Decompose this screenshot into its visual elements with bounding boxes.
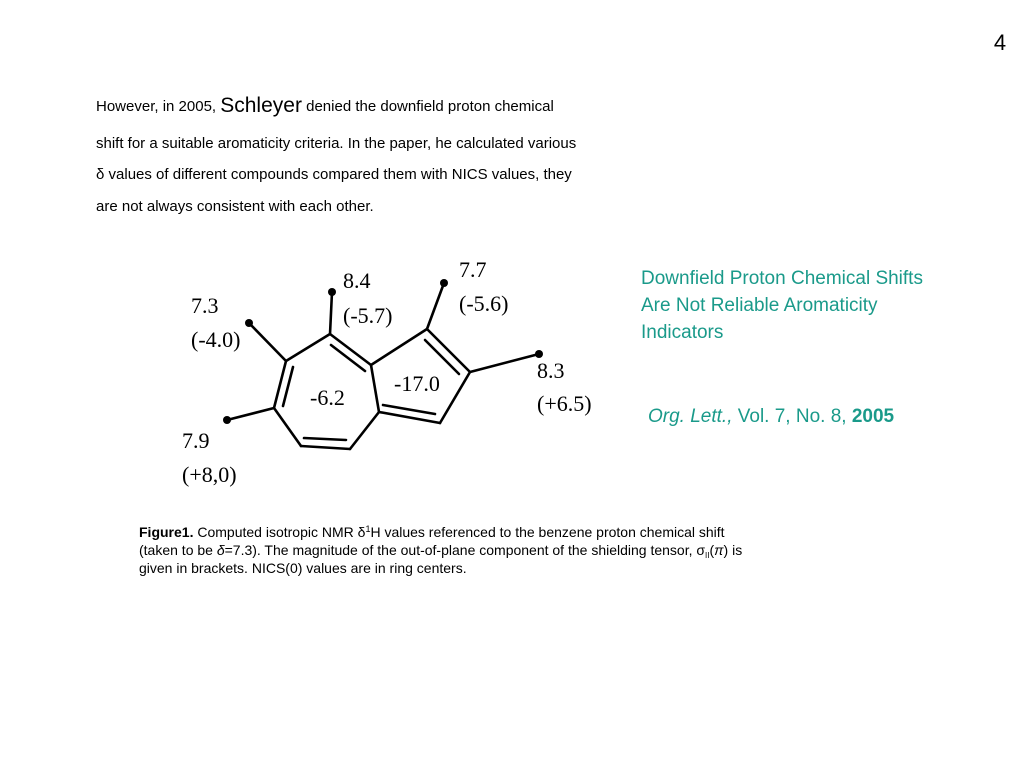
label-h1-bracket: (-4.0)	[191, 327, 241, 352]
caption-text-4: (	[709, 542, 715, 558]
caption-superscript: 1	[365, 524, 371, 534]
label-h5-bracket: (+8,0)	[182, 462, 237, 487]
bond-c1-c2	[286, 334, 330, 361]
side-title	[641, 265, 1011, 346]
caption-subscript: II	[705, 551, 710, 560]
citation-year: 2005	[851, 406, 895, 427]
bond-h-label-1	[249, 323, 286, 361]
intro-line-4: are not always consistent with each other.	[96, 198, 374, 215]
side-title-line-1: Downfield Proton Chemical Shifts	[641, 268, 923, 289]
intro-line-3: δ values of different compounds compared them with NICS values, they	[96, 166, 572, 183]
citation-details: Vol. 7, No. 8,	[732, 406, 852, 427]
label-h3-bracket: (-5.6)	[459, 291, 509, 316]
label-h1-shift: 7.3	[191, 293, 219, 318]
bond-h-label-3	[427, 283, 444, 329]
substituent-dot-2	[328, 288, 336, 296]
bond-h-label-4	[470, 354, 539, 372]
caption-text-5: ) is given in brackets. NICS(0) values are in ring centers.	[139, 542, 743, 576]
caption-text-3: =7.3). The magnitude of the out-of-plane component of the shielding tensor, σ	[224, 542, 706, 558]
label-nics-five-ring: -17.0	[394, 371, 440, 396]
substituent-dot-1	[245, 319, 253, 327]
bond-c9-c10	[440, 372, 470, 423]
intro-line-2: shift for a suitable aromaticity criteria. In the paper, he calculated various	[96, 135, 577, 152]
intro-text-before-author: However, in 2005,	[96, 98, 221, 115]
label-h4-shift: 8.3	[537, 358, 565, 383]
author-name: Schleyer	[220, 94, 302, 117]
bond-c10-c4-double	[383, 405, 435, 414]
intro-text-after-author: denied the downfield proton chemical	[301, 98, 554, 115]
caption-text-1: Computed isotropic NMR δ	[193, 524, 366, 540]
bond-c8-c9	[427, 329, 470, 372]
substituent-dot-4	[535, 350, 543, 358]
azulene-structure-diagram	[170, 250, 630, 500]
bond-h-label-2	[330, 292, 332, 334]
intro-line-1	[96, 94, 554, 117]
label-nics-seven-ring: -6.2	[310, 385, 345, 410]
bond-c3-c8	[371, 329, 427, 365]
label-h2-bracket: (-5.7)	[343, 303, 393, 328]
side-title-line-2: Are Not Reliable Aromaticity	[641, 295, 878, 316]
bond-c3-c4	[371, 365, 379, 412]
label-h5-shift: 7.9	[182, 428, 210, 453]
substituent-dot-5	[223, 416, 231, 424]
caption-pi-symbol: π	[714, 542, 724, 558]
bond-c7-c1-double	[283, 367, 293, 406]
journal-citation	[648, 406, 894, 428]
side-title-line-3: Indicators	[641, 322, 724, 343]
figure-caption	[139, 523, 759, 577]
label-h2-shift: 8.4	[343, 268, 371, 293]
citation-journal: Org. Lett.,	[648, 406, 733, 427]
bond-c4-c5	[350, 412, 379, 449]
caption-label: Figure1.	[139, 524, 194, 540]
page-number: 4	[993, 30, 1007, 55]
caption-delta-symbol: δ	[216, 542, 225, 558]
label-h4-bracket: (+6.5)	[537, 391, 592, 416]
caption-text-2: H values referenced to the benzene proton chemical shift (taken to be	[139, 524, 725, 558]
bond-c6-c7	[274, 408, 301, 446]
bond-c5-c6	[301, 446, 350, 449]
bond-h-label-5	[227, 408, 274, 420]
substituent-dot-3	[440, 279, 448, 287]
bond-c5-c6-double	[304, 438, 346, 440]
label-h3-shift: 7.7	[459, 257, 487, 282]
